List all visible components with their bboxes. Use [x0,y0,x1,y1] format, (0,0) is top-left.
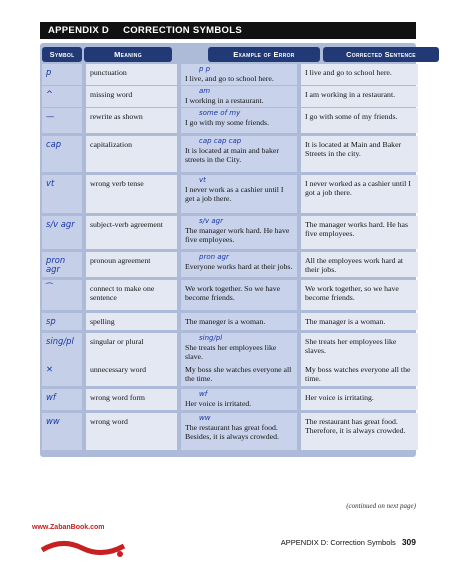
corrected-sentence-cell: The manager works hard. He has five employees. [301,216,418,249]
table-row [42,86,416,105]
col-error: Example of Error [208,47,320,62]
corrected-sentence-cell: I live and go to school here. [301,64,418,85]
header-appendix: APPENDIX D [48,25,110,36]
symbol-cell: ww [42,413,82,450]
table-row [42,333,416,362]
table-row [42,389,416,410]
error-example-cell: I never work as a cashier until I get a job there. vt [181,175,297,213]
error-example-cell: The maneger is a woman. [181,313,297,330]
table-row [42,108,416,133]
page-header [40,22,416,39]
meaning-cell: rewrite as shown [86,108,177,133]
table-row [42,280,416,310]
table-row [42,413,416,450]
footer-label: APPENDIX D: Correction Symbols [280,538,396,547]
meaning-cell: punctuation [86,64,177,85]
publisher-logo [32,524,132,562]
symbol-cell: cap [42,136,82,172]
symbol-cell: p [42,64,82,85]
corrected-sentence-cell: The manager is a woman. [301,313,418,330]
error-example-cell: I go with my some friends. some of my [181,108,297,133]
table-row [42,313,416,330]
error-example-cell: Everyone works hard at their jobs. pron agr [181,252,297,277]
meaning-cell: wrong verb tense [86,175,177,213]
corrected-sentence-cell: We work together, so we have become friends. [301,280,418,310]
meaning-cell: wrong word [86,413,177,450]
meaning-cell: wrong word form [86,389,177,410]
symbol-cell: sp [42,313,82,330]
table-row [42,361,416,386]
table-row [42,252,416,277]
col-meaning: Meaning [84,47,172,62]
symbol-cell: wf [42,389,82,410]
corrected-sentence-cell: She treats her employees like slaves. [301,333,418,364]
corrected-sentence-cell: I never worked as a cashier until I got a job there. [301,175,418,213]
col-corrected: Corrected Sentence [323,47,439,62]
meaning-cell: connect to make one sentence [86,280,177,310]
handwritten-mark: pron agr [199,253,229,261]
handwritten-mark: am [199,87,211,95]
symbol-cell: ✕ [42,361,82,386]
error-example-cell: The manager work hard. He have five employees. s/v agr [181,216,297,249]
meaning-cell: unnecessary word [86,361,177,386]
handwritten-mark: wf [199,390,208,398]
meaning-cell: spelling [86,313,177,330]
meaning-cell: missing word [86,86,177,107]
handwritten-mark: s/v agr [199,217,223,225]
handwritten-mark: p p [199,65,211,73]
col-symbol: Symbol [42,47,82,62]
corrected-sentence-cell: It is located at Main and Baker Streets in the city. [301,136,418,172]
page-footer [281,537,416,547]
error-example-cell: I working in a restaurant. am [181,86,297,107]
meaning-cell: subject-verb agreement [86,216,177,249]
page-number: 309 [401,537,416,547]
corrected-sentence-cell: I go with some of my friends. [301,108,418,133]
meaning-cell: singular or plural [86,333,177,364]
logo-site: www.ZabanBook.com [32,524,105,531]
corrected-sentence-cell: I am working in a restaurant. [301,86,418,107]
symbol-cell: — [42,108,82,133]
symbol-cell: s/v agr [42,216,82,249]
handwritten-mark: some of my [199,109,241,117]
corrected-sentence-cell: My boss watches everyone all the time. [301,361,418,386]
corrected-sentence-cell: Her voice is irritating. [301,389,418,410]
handwritten-mark: vt [199,176,206,184]
table-row [42,64,416,83]
error-example-cell: Her voice is irritated. wf [181,389,297,410]
symbol-cell: ^ [42,86,82,107]
handwritten-mark: sing/pl [199,334,223,342]
symbol-cell: ⁀ [42,280,82,310]
meaning-cell: pronoun agreement [86,252,177,277]
symbol-cell: pron agr [42,252,82,277]
error-example-cell: It is located at main and baker streets in the City. cap cap cap [181,136,297,172]
meaning-cell: capitalization [86,136,177,172]
table-body [40,64,416,450]
table-row [42,136,416,172]
symbol-cell: vt [42,175,82,213]
table-row [42,175,416,213]
corrected-sentence-cell: All the employees work hard at their jobs. [301,252,418,277]
symbol-cell: sing/pl [42,333,82,364]
error-example-cell: She treats her employees like slave. sing/pl [181,333,297,364]
error-example-cell: I live, and go to school here. p p [181,64,297,85]
error-example-cell: We work together. So we have become friends. [181,280,297,310]
error-example-cell: My boss she watches everyone all the time. [181,361,297,386]
error-example-cell: The restaurant has great food. Besides, it is always crowded. ww [181,413,297,450]
correction-symbols-table [40,43,416,457]
table-header [40,47,416,64]
header-title: CORRECTION SYMBOLS [123,25,242,36]
table-row [42,216,416,249]
handwritten-mark: cap cap cap [199,137,242,145]
continued-note: (continued on next page) [346,502,416,510]
handwritten-mark: ww [199,414,211,422]
corrected-sentence-cell: The restaurant has great food. Therefore, it is always crowded. [301,413,418,450]
